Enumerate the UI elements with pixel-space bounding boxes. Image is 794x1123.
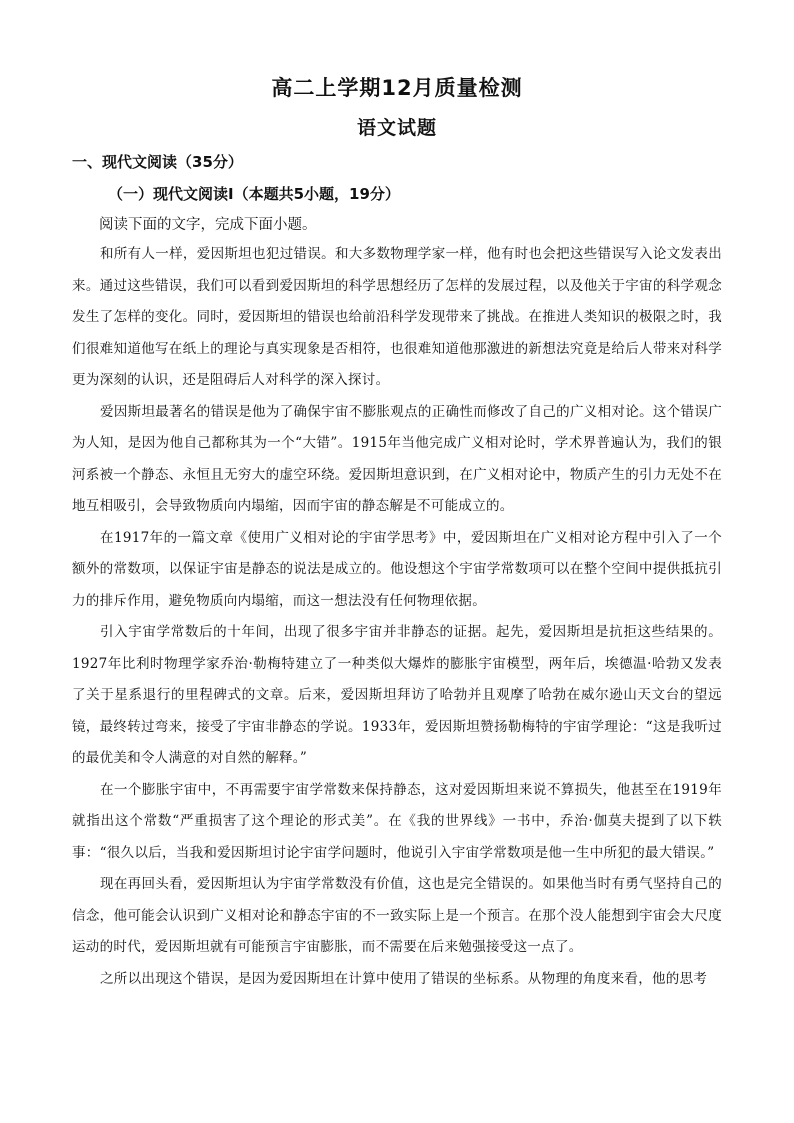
passage-paragraph: 在一个膨胀宇宙中，不再需要宇宙学常数来保持静态，这对爱因斯坦来说不算损失，他甚至在1919年就指出这个常数“严重损害了这个理论的形式美”。在《我的世界线》一书中，乔治·伽莫夫提到了以下轶事：“很久以后，当我和爱因斯坦讨论宇宙学问题时，他说引入宇宙学常数项是他一生中所犯的最大错误。” xyxy=(72,781,722,861)
document-subtitle: 语文试题 xyxy=(356,117,437,139)
passage-paragraph: 爱因斯坦最著名的错误是他为了确保宇宙不膨胀观点的正确性而修改了自己的广义相对论。这个错误广为人知，是因为他自己都称其为一个“大错”。1915年当他完成广义相对论时，学术界普遍认为，我们的银河系被一个静态、永恒且无穷大的虚空环绕。爱因斯坦意识到，在广义相对论中，物质产生的引力无处不在地互相吸引，会导致物质向内塌缩，因而宇宙的静态解是不可能成立的。 xyxy=(72,403,722,514)
document-title: 高二上学期12月质量检测 xyxy=(271,76,523,100)
reading-passage xyxy=(72,239,722,995)
passage-paragraph: 和所有人一样，爱因斯坦也犯过错误。和大多数物理学家一样，他有时也会把这些错误写入论文发表出来。通过这些错误，我们可以看到爱因斯坦的科学思想经历了怎样的发展过程，以及他关于宇宙的科学观念发生了怎样的变化。同时，爱因斯坦的错误也给前沿科学发现带来了挑战。在推进人类知识的极限之时，我们很难知道他写在纸上的理论与真实现象是否相符，也很难知道他那激进的新想法究竟是给后人带来对科学更为深刻的认识，还是阻碍后人对科学的深入探讨。 xyxy=(72,246,722,388)
passage-paragraph: 现在再回头看，爱因斯坦认为宇宙学常数没有价值，这也是完全错误的。如果他当时有勇气坚持自己的信念，他可能会认识到广义相对论和静态宇宙的不一致实际上是一个预言。在那个没人能想到宇宙会大尺度运动的时代，爱因斯坦就有可能预言宇宙膨胀，而不需要在后来勉强接受这一点了。 xyxy=(72,876,722,955)
reading-instruction: 阅读下面的文字，完成下面小题。 xyxy=(99,217,317,233)
subsection-heading: （一）现代文阅读Ⅰ（本题共5小题，19分） xyxy=(108,185,400,203)
passage-paragraph: 引入宇宙学常数后的十年间，出现了很多宇宙并非静态的证据。起先，爱因斯坦是抗拒这些结果的。1927年比利时物理学家乔治·勒梅特建立了一种类似大爆炸的膨胀宇宙模型，两年后，埃德温·哈勃又发表了关于星系退行的里程碑式的文章。后来，爱因斯坦拜访了哈勃并且观摩了哈勃在威尔逊山天文台的望远镜，最终转过弯来，接受了宇宙非静态的学说。1933年，爱因斯坦赞扬勒梅特的宇宙学理论：“这是我听过的最优美和令人满意的对自然的解释。” xyxy=(72,624,722,766)
passage-paragraph: 之所以出现这个错误，是因为爱因斯坦在计算中使用了错误的坐标系。从物理的角度来看，他的思考 xyxy=(100,970,708,987)
section-heading: 一、现代文阅读（35分） xyxy=(72,153,243,171)
passage-paragraph: 在1917年的一篇文章《使用广义相对论的宇宙学思考》中，爱因斯坦在广义相对论方程中引入了一个额外的常数项，以保证宇宙是静态的说法是成立的。他设想这个宇宙学常数项可以在整个空间中提供抵抗引力的排斥作用，避免物质向内塌缩，而这一想法没有任何物理依据。 xyxy=(72,529,722,609)
